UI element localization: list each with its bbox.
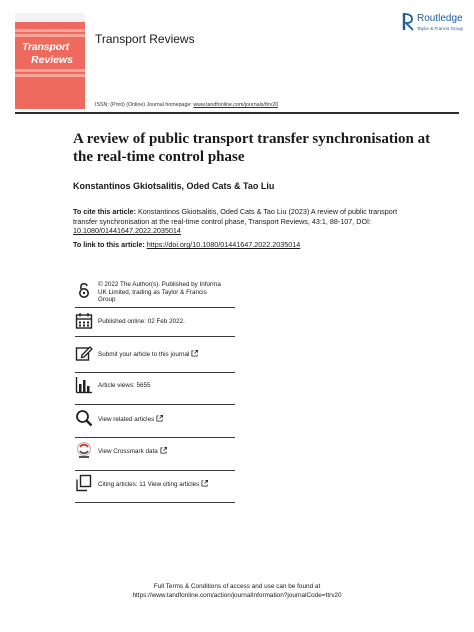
article-authors: Konstantinos Gkiotsalitis, Oded Cats & Tao Liu (73, 181, 275, 191)
copyright-text (98, 281, 221, 304)
external-link-icon (160, 447, 167, 454)
citation-block (73, 207, 403, 236)
article-link-block (73, 240, 300, 249)
bar-chart-icon (75, 376, 93, 394)
header-divider (15, 112, 459, 114)
cover-top-strip (15, 13, 85, 22)
external-link-icon (201, 480, 208, 487)
cover-title-line1: Transport (22, 41, 70, 53)
info-divider (75, 437, 235, 438)
citing-articles-link[interactable] (98, 480, 208, 489)
crossmark-icon (75, 441, 93, 459)
publisher-subtitle: Taylor & Francis Group (417, 26, 464, 31)
edit-icon (75, 344, 93, 362)
journal-homepage-link[interactable]: www.tandfonline.com/journals/ttrv20 (193, 102, 279, 108)
terms-url[interactable]: https://www.tandfonline.com/action/journalInformation?journalCode=ttrv20 (132, 592, 342, 599)
article-views-count: Article views: 5655 (98, 382, 151, 389)
cover-stripe (15, 69, 85, 72)
citation-text: Konstantinos Gkiotsalitis, Oded Cats & Tao Liu (2023) A review of public transport transfer synchronisation at the real-time control phase, Transport Reviews, 43:1, 88-107, DOI: (73, 207, 398, 226)
citing-articles-label: Citing articles: 11 View citing articles (98, 481, 200, 488)
journal-name: Transport Reviews (95, 32, 195, 46)
calendar-icon (75, 312, 93, 330)
info-divider (75, 404, 235, 405)
related-articles-label: View related articles (98, 416, 155, 423)
citation-doi-link[interactable]: 10.1080/01441647.2022.2035014 (73, 226, 181, 236)
citation-label: To cite this article: (73, 207, 136, 216)
routledge-mark-icon (402, 12, 414, 31)
cover-title-line2: Reviews (31, 54, 74, 66)
cover-stripe (15, 74, 85, 77)
article-title: A review of public transport transfer synchronisation at the real-time control phase (73, 131, 431, 165)
terms-line: Full Terms & Conditions of access and use can be found at (153, 583, 321, 590)
article-link-label: To link to this article: (73, 240, 147, 249)
issn-prefix: ISSN: (Print) (Online) Journal homepage: (95, 102, 194, 108)
copyright-line: UK Limited, trading as Taylor & Francis (98, 288, 207, 296)
copy-icon (75, 474, 93, 492)
external-link-icon (191, 350, 198, 357)
copyright-line: Group (98, 296, 116, 304)
publisher-name: Routledge (417, 13, 463, 24)
cover-stripe (15, 29, 85, 32)
journal-cover (15, 13, 85, 109)
submit-article-link[interactable] (98, 350, 198, 359)
related-articles-link[interactable] (98, 415, 163, 424)
info-divider (75, 336, 235, 337)
external-link-icon (156, 415, 163, 422)
info-divider (75, 307, 235, 308)
info-divider (75, 502, 235, 503)
search-icon (75, 409, 93, 427)
crossmark-label: View Crossmark data (98, 448, 158, 455)
published-date: Published online: 02 Feb 2022. (98, 318, 185, 325)
info-divider (75, 470, 235, 471)
copyright-line: © 2022 The Author(s). Published by Informa (98, 281, 221, 288)
info-divider (75, 372, 235, 373)
terms-footer (0, 582, 474, 600)
crossmark-link[interactable] (98, 447, 167, 456)
article-doi-link[interactable]: https://doi.org/10.1080/01441647.2022.2035014 (146, 240, 301, 249)
open-access-icon (75, 281, 93, 299)
submit-article-label: Submit your article to this journal (98, 351, 190, 358)
issn-line (95, 102, 278, 108)
cover-stripe (15, 34, 85, 37)
